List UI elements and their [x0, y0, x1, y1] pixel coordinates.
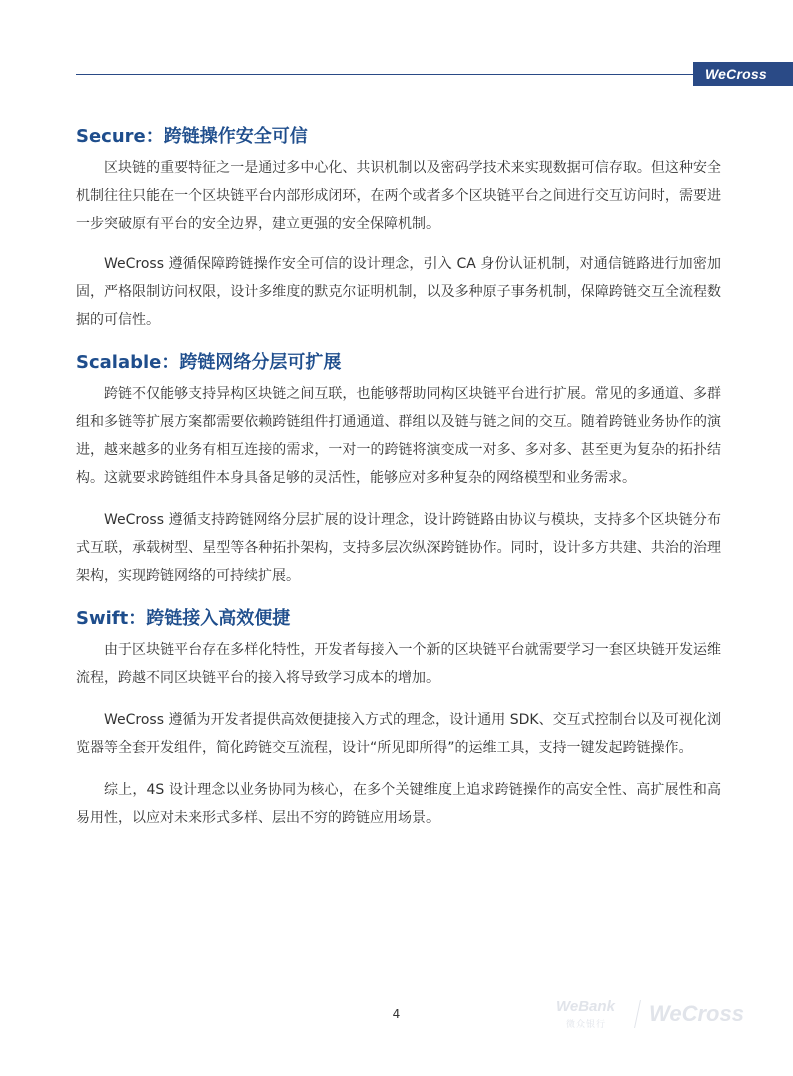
wecross-logo: WeCross — [649, 1001, 744, 1026]
webank-logo-cn: 微众银行 — [566, 1019, 607, 1029]
header-brand-logo: WeCross — [693, 62, 793, 86]
paragraph: 由于区块链平台存在多样化特性，开发者每接入一个新的区块链平台就需要学习一套区块链开发运维流程，跨越不同区块链平台的接入将导致学习成本的增加。 — [76, 642, 721, 686]
logo-separator — [634, 1000, 641, 1028]
section-secure — [76, 120, 721, 334]
header-divider — [76, 74, 693, 75]
paragraph: 跨链不仅能够支持异构区块链之间互联，也能够帮助同构区块链平台进行扩展。常见的多通道、多群组和多链等扩展方案都需要依赖跨链组件打通通道、群组以及链与链之间的交互。随着跨链业务协作的演进，越来越多的业务有相互连接的需求，一对一的跨链将演变成一对多、多对多、甚至更为复杂的拓扑结构。这就要求跨链组件本身具备足够的灵活性，能够应对多种复杂的网络模型和业务需求。 — [76, 386, 721, 486]
paragraph: 区块链的重要特征之一是通过多中心化、共识机制以及密码学技术来实现数据可信存取。但这种安全机制往往只能在一个区块链平台内部形成闭环，在两个或者多个区块链平台之间进行交互访问时，需要进一步突破原有平台的安全边界，建立更强的安全保障机制。 — [76, 160, 721, 232]
paragraph: WeCross 遵循保障跨链操作安全可信的设计理念，引入 CA 身份认证机制，对通信链路进行加密加固，严格限制访问权限，设计多维度的默克尔证明机制，以及多种原子事务机制，保障跨链交互全流程数据的可信性。 — [76, 256, 721, 328]
paragraph: WeCross 遵循支持跨链网络分层扩展的设计理念，设计跨链路由协议与模块，支持多个区块链分布式互联，承载树型、星型等各种拓扑架构，支持多层次纵深跨链协作。同时，设计多方共建、共治的治理架构，实现跨链网络的可持续扩展。 — [76, 512, 721, 584]
section-heading: Secure：跨链操作安全可信 — [76, 126, 308, 147]
section-heading: Swift：跨链接入高效便捷 — [76, 608, 291, 629]
footer-watermark-logo — [556, 998, 766, 1032]
section-swift — [76, 602, 721, 832]
paragraph: WeCross 遵循为开发者提供高效便捷接入方式的理念，设计通用 SDK、交互式控制台以及可视化浏览器等全套开发组件，简化跨链交互流程，设计“所见即所得”的运维工具，支持一键发起跨链操作。 — [76, 712, 721, 756]
section-scalable — [76, 346, 721, 590]
paragraph: 综上，4S 设计理念以业务协同为核心，在多个关键维度上追求跨链操作的高安全性、高扩展性和高易用性，以应对未来形式多样、层出不穷的跨链应用场景。 — [76, 782, 721, 826]
section-heading: Scalable：跨链网络分层可扩展 — [76, 352, 342, 373]
page-number: 4 — [392, 1007, 401, 1021]
webank-logo: WeBank — [556, 998, 615, 1015]
document-body — [76, 120, 721, 846]
